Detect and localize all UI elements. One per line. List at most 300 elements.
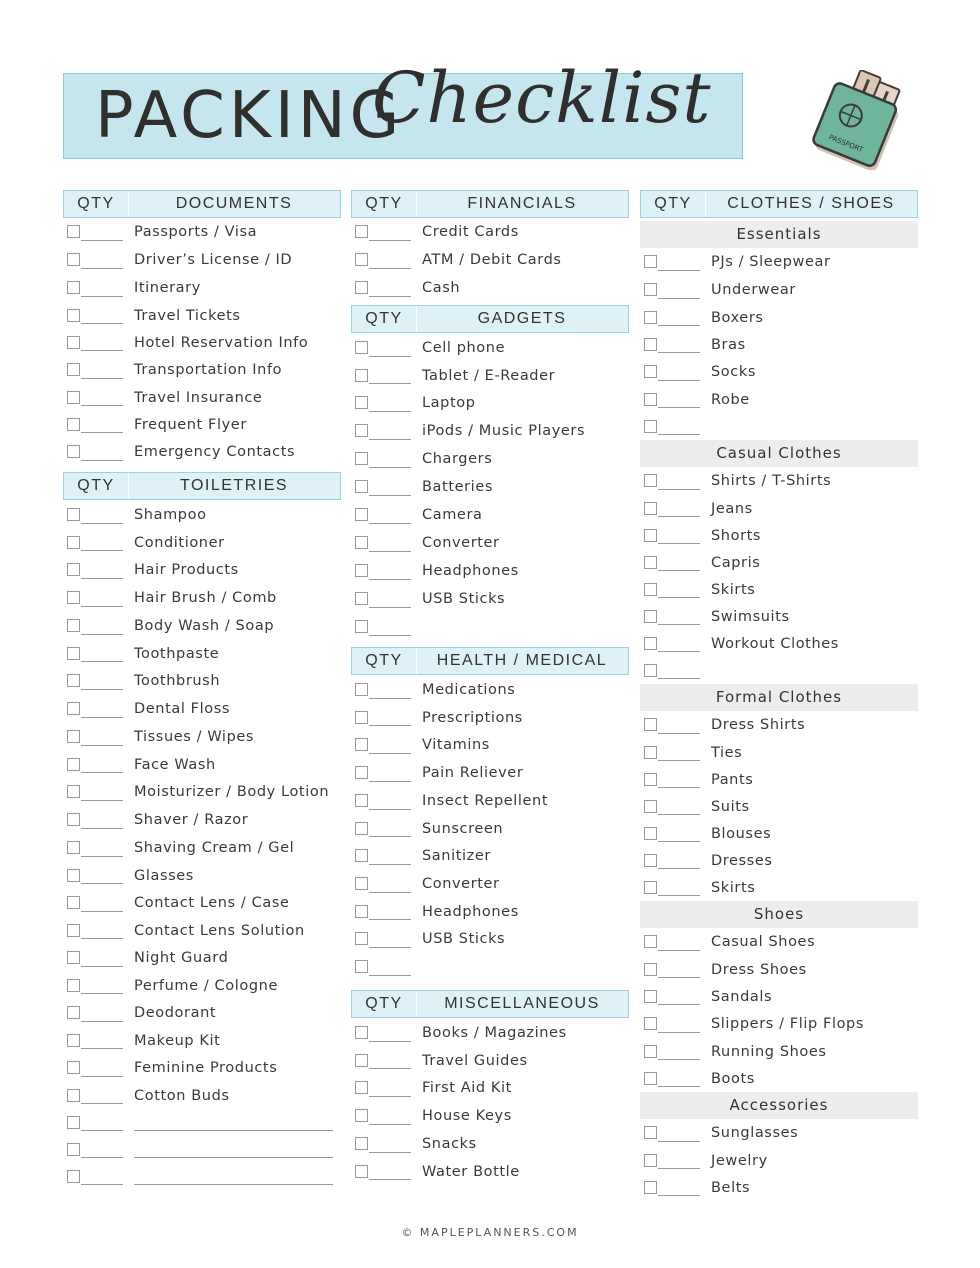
- qty-line[interactable]: [81, 268, 123, 269]
- checklist-item: [351, 704, 629, 731]
- checkbox[interactable]: [355, 794, 368, 807]
- checkbox[interactable]: [67, 445, 80, 458]
- checkbox[interactable]: [67, 591, 80, 604]
- item-label: Sunscreen: [422, 820, 504, 837]
- checkbox[interactable]: [355, 849, 368, 862]
- passport-icon-label: PASSPORT: [827, 133, 864, 155]
- checklist-item: [63, 218, 341, 246]
- item-label: Converter: [422, 876, 500, 892]
- checkbox[interactable]: [644, 610, 657, 623]
- checklist-item: [640, 603, 918, 630]
- checkbox[interactable]: [355, 225, 368, 238]
- checklist-item: [640, 1038, 918, 1065]
- checkbox[interactable]: [67, 702, 80, 715]
- qty-line[interactable]: [369, 892, 411, 893]
- qty-line[interactable]: [81, 350, 123, 351]
- qty-line[interactable]: [81, 966, 123, 967]
- toiletries-header: [63, 472, 341, 500]
- qty-line[interactable]: [658, 489, 700, 490]
- item-label: Dress Shoes: [711, 961, 807, 978]
- checkbox[interactable]: [355, 281, 368, 294]
- checkbox[interactable]: [67, 563, 80, 576]
- qty-line[interactable]: [81, 240, 123, 241]
- checklist-item: [63, 723, 341, 751]
- checklist-item: [63, 612, 341, 640]
- qty-line[interactable]: [369, 635, 411, 636]
- page-title: PACKING: [95, 79, 404, 153]
- qty-line[interactable]: [658, 1059, 700, 1060]
- checkbox[interactable]: [644, 583, 657, 596]
- checkbox[interactable]: [67, 674, 80, 687]
- item-label: Batteries: [422, 479, 493, 495]
- checkbox[interactable]: [644, 1017, 657, 1030]
- item-label: Underwear: [711, 282, 796, 298]
- item-label: Body Wash / Soap: [134, 618, 275, 634]
- qty-line[interactable]: [369, 836, 411, 837]
- checkbox[interactable]: [67, 1089, 80, 1102]
- checkbox[interactable]: [644, 827, 657, 840]
- checkbox[interactable]: [67, 647, 80, 660]
- checklist-item: [63, 584, 341, 612]
- qty-line[interactable]: [658, 1195, 700, 1196]
- checkbox[interactable]: [67, 924, 80, 937]
- checkbox[interactable]: [355, 1137, 368, 1150]
- checkbox[interactable]: [355, 480, 368, 493]
- checkbox[interactable]: [355, 452, 368, 465]
- item-label: Shorts: [711, 527, 762, 544]
- qty-line[interactable]: [369, 268, 411, 269]
- qty-line[interactable]: [658, 1086, 700, 1087]
- checkbox[interactable]: [644, 474, 657, 487]
- checkbox[interactable]: [67, 253, 80, 266]
- qty-line[interactable]: [658, 950, 700, 951]
- qty-line[interactable]: [658, 1141, 700, 1142]
- qty-line[interactable]: [369, 551, 411, 552]
- checkbox[interactable]: [67, 508, 80, 521]
- documents-title: DOCUMENTS: [175, 195, 293, 212]
- item-label: Shirts / T-Shirts: [711, 473, 832, 489]
- checkbox[interactable]: [67, 1061, 80, 1074]
- checkbox[interactable]: [67, 225, 80, 238]
- checklist-item: [351, 953, 629, 981]
- qty-line[interactable]: [369, 607, 411, 608]
- checklist-item: [640, 467, 918, 495]
- qty-line[interactable]: [369, 240, 411, 241]
- passport-icon: [806, 70, 906, 170]
- qty-label: QTY: [352, 191, 417, 217]
- qty-line[interactable]: [81, 856, 123, 857]
- item-label: Itinerary: [134, 280, 201, 296]
- qty-line[interactable]: [658, 516, 700, 517]
- checkbox[interactable]: [355, 253, 368, 266]
- qty-line[interactable]: [81, 1130, 123, 1131]
- checkbox[interactable]: [355, 620, 368, 633]
- qty-line[interactable]: [369, 1096, 411, 1097]
- checkbox[interactable]: [355, 960, 368, 973]
- qty-line[interactable]: [81, 689, 123, 690]
- checkbox[interactable]: [355, 592, 368, 605]
- checkbox[interactable]: [355, 683, 368, 696]
- checkbox[interactable]: [67, 730, 80, 743]
- item-label: Tissues / Wipes: [134, 729, 255, 745]
- item-label: Tablet / E-Reader: [422, 367, 556, 384]
- checklist-item: [640, 1119, 918, 1147]
- checklist-item: [640, 495, 918, 522]
- checkbox[interactable]: [67, 391, 80, 404]
- qty-line[interactable]: [369, 1152, 411, 1153]
- qty-line[interactable]: [658, 298, 700, 299]
- checkbox[interactable]: [67, 1170, 80, 1183]
- checklist-item: [63, 438, 341, 466]
- qty-line[interactable]: [369, 947, 411, 948]
- qty-line[interactable]: [81, 1184, 123, 1185]
- qty-line[interactable]: [658, 841, 700, 842]
- checkbox[interactable]: [67, 1006, 80, 1019]
- qty-line[interactable]: [369, 495, 411, 496]
- qty-line[interactable]: [81, 745, 123, 746]
- qty-line[interactable]: [369, 411, 411, 412]
- checkbox[interactable]: [67, 758, 80, 771]
- item-label: Suits: [711, 798, 750, 815]
- checklist-item: [640, 276, 918, 304]
- checklist-item: [640, 820, 918, 847]
- qty-line[interactable]: [369, 1124, 411, 1125]
- checklist-item: [640, 358, 918, 386]
- qty-line[interactable]: [81, 1048, 123, 1049]
- item-label: Camera: [422, 507, 483, 523]
- checkbox[interactable]: [355, 1026, 368, 1039]
- write-in-line[interactable]: [134, 1184, 333, 1185]
- checkbox[interactable]: [644, 1072, 657, 1085]
- checkbox[interactable]: [67, 336, 80, 349]
- qty-line[interactable]: [658, 733, 700, 734]
- qty-line[interactable]: [658, 651, 700, 652]
- checkbox[interactable]: [67, 951, 80, 964]
- column-clothes-shoes: [640, 190, 918, 1201]
- item-label: Cotton Buds: [134, 1087, 230, 1104]
- qty-line[interactable]: [369, 296, 411, 297]
- checkbox[interactable]: [355, 766, 368, 779]
- gadgets-title: GADGETS: [477, 310, 567, 327]
- qty-line[interactable]: [369, 919, 411, 920]
- checkbox[interactable]: [644, 420, 657, 433]
- qty-line[interactable]: [658, 624, 700, 625]
- checkbox[interactable]: [355, 341, 368, 354]
- item-label: Transportation Info: [134, 362, 283, 378]
- checklist-item: [63, 411, 341, 438]
- write-in-line[interactable]: [134, 1157, 333, 1158]
- qty-line[interactable]: [81, 378, 123, 379]
- checkbox[interactable]: [67, 536, 80, 549]
- checkbox[interactable]: [644, 1154, 657, 1167]
- item-label: Sandals: [711, 988, 773, 1005]
- checklist-item: [640, 711, 918, 739]
- item-label: House Keys: [422, 1108, 512, 1124]
- checkbox[interactable]: [644, 746, 657, 759]
- qty-line[interactable]: [81, 1076, 123, 1077]
- checklist-item: [640, 1174, 918, 1201]
- checkbox[interactable]: [644, 283, 657, 296]
- checkbox[interactable]: [67, 869, 80, 882]
- qty-line[interactable]: [81, 661, 123, 662]
- checkbox[interactable]: [644, 963, 657, 976]
- checkbox[interactable]: [67, 896, 80, 909]
- qty-line[interactable]: [658, 270, 700, 271]
- qty-line[interactable]: [81, 883, 123, 884]
- checkbox[interactable]: [355, 508, 368, 521]
- qty-line[interactable]: [658, 1004, 700, 1005]
- item-label: Jeans: [711, 500, 753, 517]
- checkbox[interactable]: [644, 529, 657, 542]
- checkbox[interactable]: [644, 718, 657, 731]
- checkbox[interactable]: [644, 800, 657, 813]
- qty-line[interactable]: [658, 597, 700, 598]
- qty-line[interactable]: [81, 772, 123, 773]
- item-label: Skirts: [711, 581, 756, 598]
- qty-line[interactable]: [81, 911, 123, 912]
- checklist-item: [640, 874, 918, 901]
- checklist-item: [63, 1163, 341, 1190]
- item-label: Sanitizer: [422, 848, 491, 864]
- checkbox[interactable]: [355, 369, 368, 382]
- checkbox[interactable]: [644, 1126, 657, 1139]
- qty-line[interactable]: [658, 977, 700, 978]
- qty-line[interactable]: [369, 809, 411, 810]
- qty-line[interactable]: [81, 1103, 123, 1104]
- checkbox[interactable]: [644, 502, 657, 515]
- qty-line[interactable]: [81, 938, 123, 939]
- checkbox[interactable]: [644, 637, 657, 650]
- qty-line[interactable]: [658, 1032, 700, 1033]
- checkbox[interactable]: [355, 396, 368, 409]
- qty-line[interactable]: [658, 543, 700, 544]
- write-in-line[interactable]: [134, 1130, 333, 1131]
- checkbox[interactable]: [67, 619, 80, 632]
- checklist-item: [63, 834, 341, 862]
- qty-line[interactable]: [81, 828, 123, 829]
- checkbox[interactable]: [644, 881, 657, 894]
- checkbox[interactable]: [67, 309, 80, 322]
- qty-line[interactable]: [658, 1168, 700, 1169]
- checklist-item: [63, 1136, 341, 1163]
- qty-line[interactable]: [658, 760, 700, 761]
- checklist-item: [351, 815, 629, 842]
- checkbox[interactable]: [355, 536, 368, 549]
- qty-line[interactable]: [658, 407, 700, 408]
- qty-line[interactable]: [658, 895, 700, 896]
- checkbox[interactable]: [67, 281, 80, 294]
- checkbox[interactable]: [644, 854, 657, 867]
- qty-line[interactable]: [369, 864, 411, 865]
- item-label: Face Wash: [134, 756, 216, 773]
- checkbox[interactable]: [644, 556, 657, 569]
- qty-line[interactable]: [81, 405, 123, 406]
- checkbox[interactable]: [67, 1116, 80, 1129]
- qty-line[interactable]: [369, 975, 411, 976]
- qty-line[interactable]: [81, 717, 123, 718]
- checkbox[interactable]: [67, 1034, 80, 1047]
- qty-line[interactable]: [81, 323, 123, 324]
- financials-header: [351, 190, 629, 218]
- checkbox[interactable]: [355, 564, 368, 577]
- formal-subheader: Formal Clothes: [640, 684, 918, 711]
- qty-line[interactable]: [369, 579, 411, 580]
- gadgets-header: [351, 305, 629, 333]
- checklist-item: [63, 667, 341, 695]
- checklist-item: [640, 304, 918, 331]
- item-label: Vitamins: [422, 737, 490, 753]
- item-label: Dresses: [711, 852, 773, 869]
- checkbox[interactable]: [644, 311, 657, 324]
- checkbox[interactable]: [644, 393, 657, 406]
- checkbox[interactable]: [67, 813, 80, 826]
- item-label: Cell phone: [422, 339, 506, 356]
- checkbox[interactable]: [644, 773, 657, 786]
- item-label: Prescriptions: [422, 709, 523, 726]
- clothes-header: [640, 190, 918, 218]
- item-label: Travel Insurance: [134, 389, 263, 406]
- checkbox[interactable]: [355, 932, 368, 945]
- checkbox[interactable]: [644, 935, 657, 948]
- checkbox[interactable]: [644, 1045, 657, 1058]
- qty-line[interactable]: [369, 1179, 411, 1180]
- checkbox[interactable]: [644, 365, 657, 378]
- qty-line[interactable]: [658, 570, 700, 571]
- qty-line[interactable]: [658, 325, 700, 326]
- checklist-item: [63, 944, 341, 972]
- qty-line[interactable]: [81, 550, 123, 551]
- qty-line[interactable]: [369, 356, 411, 357]
- qty-line[interactable]: [658, 352, 700, 353]
- checklist-item: [63, 329, 341, 356]
- checkbox[interactable]: [355, 822, 368, 835]
- qty-line[interactable]: [369, 753, 411, 754]
- checklist-item: [63, 751, 341, 778]
- qty-line[interactable]: [81, 1021, 123, 1022]
- checkbox[interactable]: [644, 255, 657, 268]
- checkbox[interactable]: [67, 785, 80, 798]
- checkbox[interactable]: [67, 1143, 80, 1156]
- qty-line[interactable]: [369, 439, 411, 440]
- item-label: Makeup Kit: [134, 1032, 221, 1049]
- checkbox[interactable]: [644, 1181, 657, 1194]
- qty-line[interactable]: [81, 800, 123, 801]
- checkbox[interactable]: [67, 418, 80, 431]
- item-label: Travel Tickets: [134, 307, 241, 324]
- checklist-item: [640, 793, 918, 820]
- item-label: ATM / Debit Cards: [422, 252, 562, 268]
- checklist-item: [351, 274, 629, 302]
- checkbox[interactable]: [355, 1054, 368, 1067]
- checklist-item: [640, 522, 918, 549]
- checklist-item: [63, 356, 341, 384]
- item-label: Deodorant: [134, 1005, 217, 1021]
- qty-line[interactable]: [81, 606, 123, 607]
- qty-line[interactable]: [369, 467, 411, 468]
- item-label: Robe: [711, 391, 750, 408]
- checklist-item: [351, 501, 629, 529]
- checklist-item: [63, 302, 341, 329]
- qty-line[interactable]: [81, 578, 123, 579]
- checklist-item: [640, 928, 918, 956]
- qty-line[interactable]: [369, 1068, 411, 1069]
- qty-line[interactable]: [81, 523, 123, 524]
- documents-header: [63, 190, 341, 218]
- checklist-item: [640, 331, 918, 358]
- qty-line[interactable]: [369, 698, 411, 699]
- item-label: Glasses: [134, 867, 194, 884]
- checkbox[interactable]: [67, 363, 80, 376]
- qty-label: QTY: [352, 306, 417, 332]
- item-label: Ties: [711, 744, 743, 761]
- checklist-item: [351, 898, 629, 925]
- checkbox[interactable]: [355, 877, 368, 890]
- qty-line[interactable]: [369, 1041, 411, 1042]
- checkbox[interactable]: [355, 711, 368, 724]
- checklist-item: [63, 917, 341, 944]
- qty-line[interactable]: [81, 634, 123, 635]
- checklist-item: [63, 1054, 341, 1082]
- item-label: Boxers: [711, 309, 764, 326]
- qty-line[interactable]: [81, 296, 123, 297]
- checklist-item: [351, 473, 629, 501]
- checkbox[interactable]: [355, 1109, 368, 1122]
- page-title-script: Checklist: [372, 57, 712, 139]
- qty-line[interactable]: [81, 1157, 123, 1158]
- item-label: Headphones: [422, 903, 519, 920]
- checklist-item: [63, 556, 341, 584]
- item-label: Pants: [711, 771, 754, 788]
- qty-line[interactable]: [369, 523, 411, 524]
- qty-line[interactable]: [369, 725, 411, 726]
- item-label: Shaving Cream / Gel: [134, 840, 295, 856]
- checkbox[interactable]: [355, 738, 368, 751]
- item-label: Bras: [711, 336, 746, 353]
- item-label: Cash: [422, 280, 461, 296]
- checkbox[interactable]: [355, 1165, 368, 1178]
- qty-line[interactable]: [81, 460, 123, 461]
- checklist-item: [63, 500, 341, 529]
- checklist-item: [351, 731, 629, 759]
- qty-label: QTY: [352, 991, 417, 1017]
- checklist-item: [640, 1065, 918, 1092]
- qty-label: QTY: [352, 648, 417, 674]
- qty-line[interactable]: [658, 814, 700, 815]
- qty-line[interactable]: [658, 868, 700, 869]
- qty-line[interactable]: [81, 432, 123, 433]
- qty-line[interactable]: [658, 787, 700, 788]
- checkbox[interactable]: [67, 979, 80, 992]
- checkbox[interactable]: [644, 990, 657, 1003]
- checkbox[interactable]: [355, 424, 368, 437]
- checkbox[interactable]: [67, 841, 80, 854]
- qty-line[interactable]: [369, 383, 411, 384]
- checkbox[interactable]: [644, 338, 657, 351]
- qty-line[interactable]: [658, 380, 700, 381]
- checkbox[interactable]: [355, 905, 368, 918]
- qty-line[interactable]: [81, 993, 123, 994]
- checklist-item: [351, 557, 629, 585]
- checkbox[interactable]: [644, 664, 657, 677]
- qty-line[interactable]: [658, 678, 700, 679]
- checkbox[interactable]: [355, 1081, 368, 1094]
- qty-line[interactable]: [369, 781, 411, 782]
- checklist-item: [351, 246, 629, 274]
- toiletries-title: TOILETRIES: [179, 477, 289, 494]
- item-label: Chargers: [422, 451, 493, 467]
- item-label: Feminine Products: [134, 1060, 278, 1076]
- qty-line[interactable]: [658, 434, 700, 435]
